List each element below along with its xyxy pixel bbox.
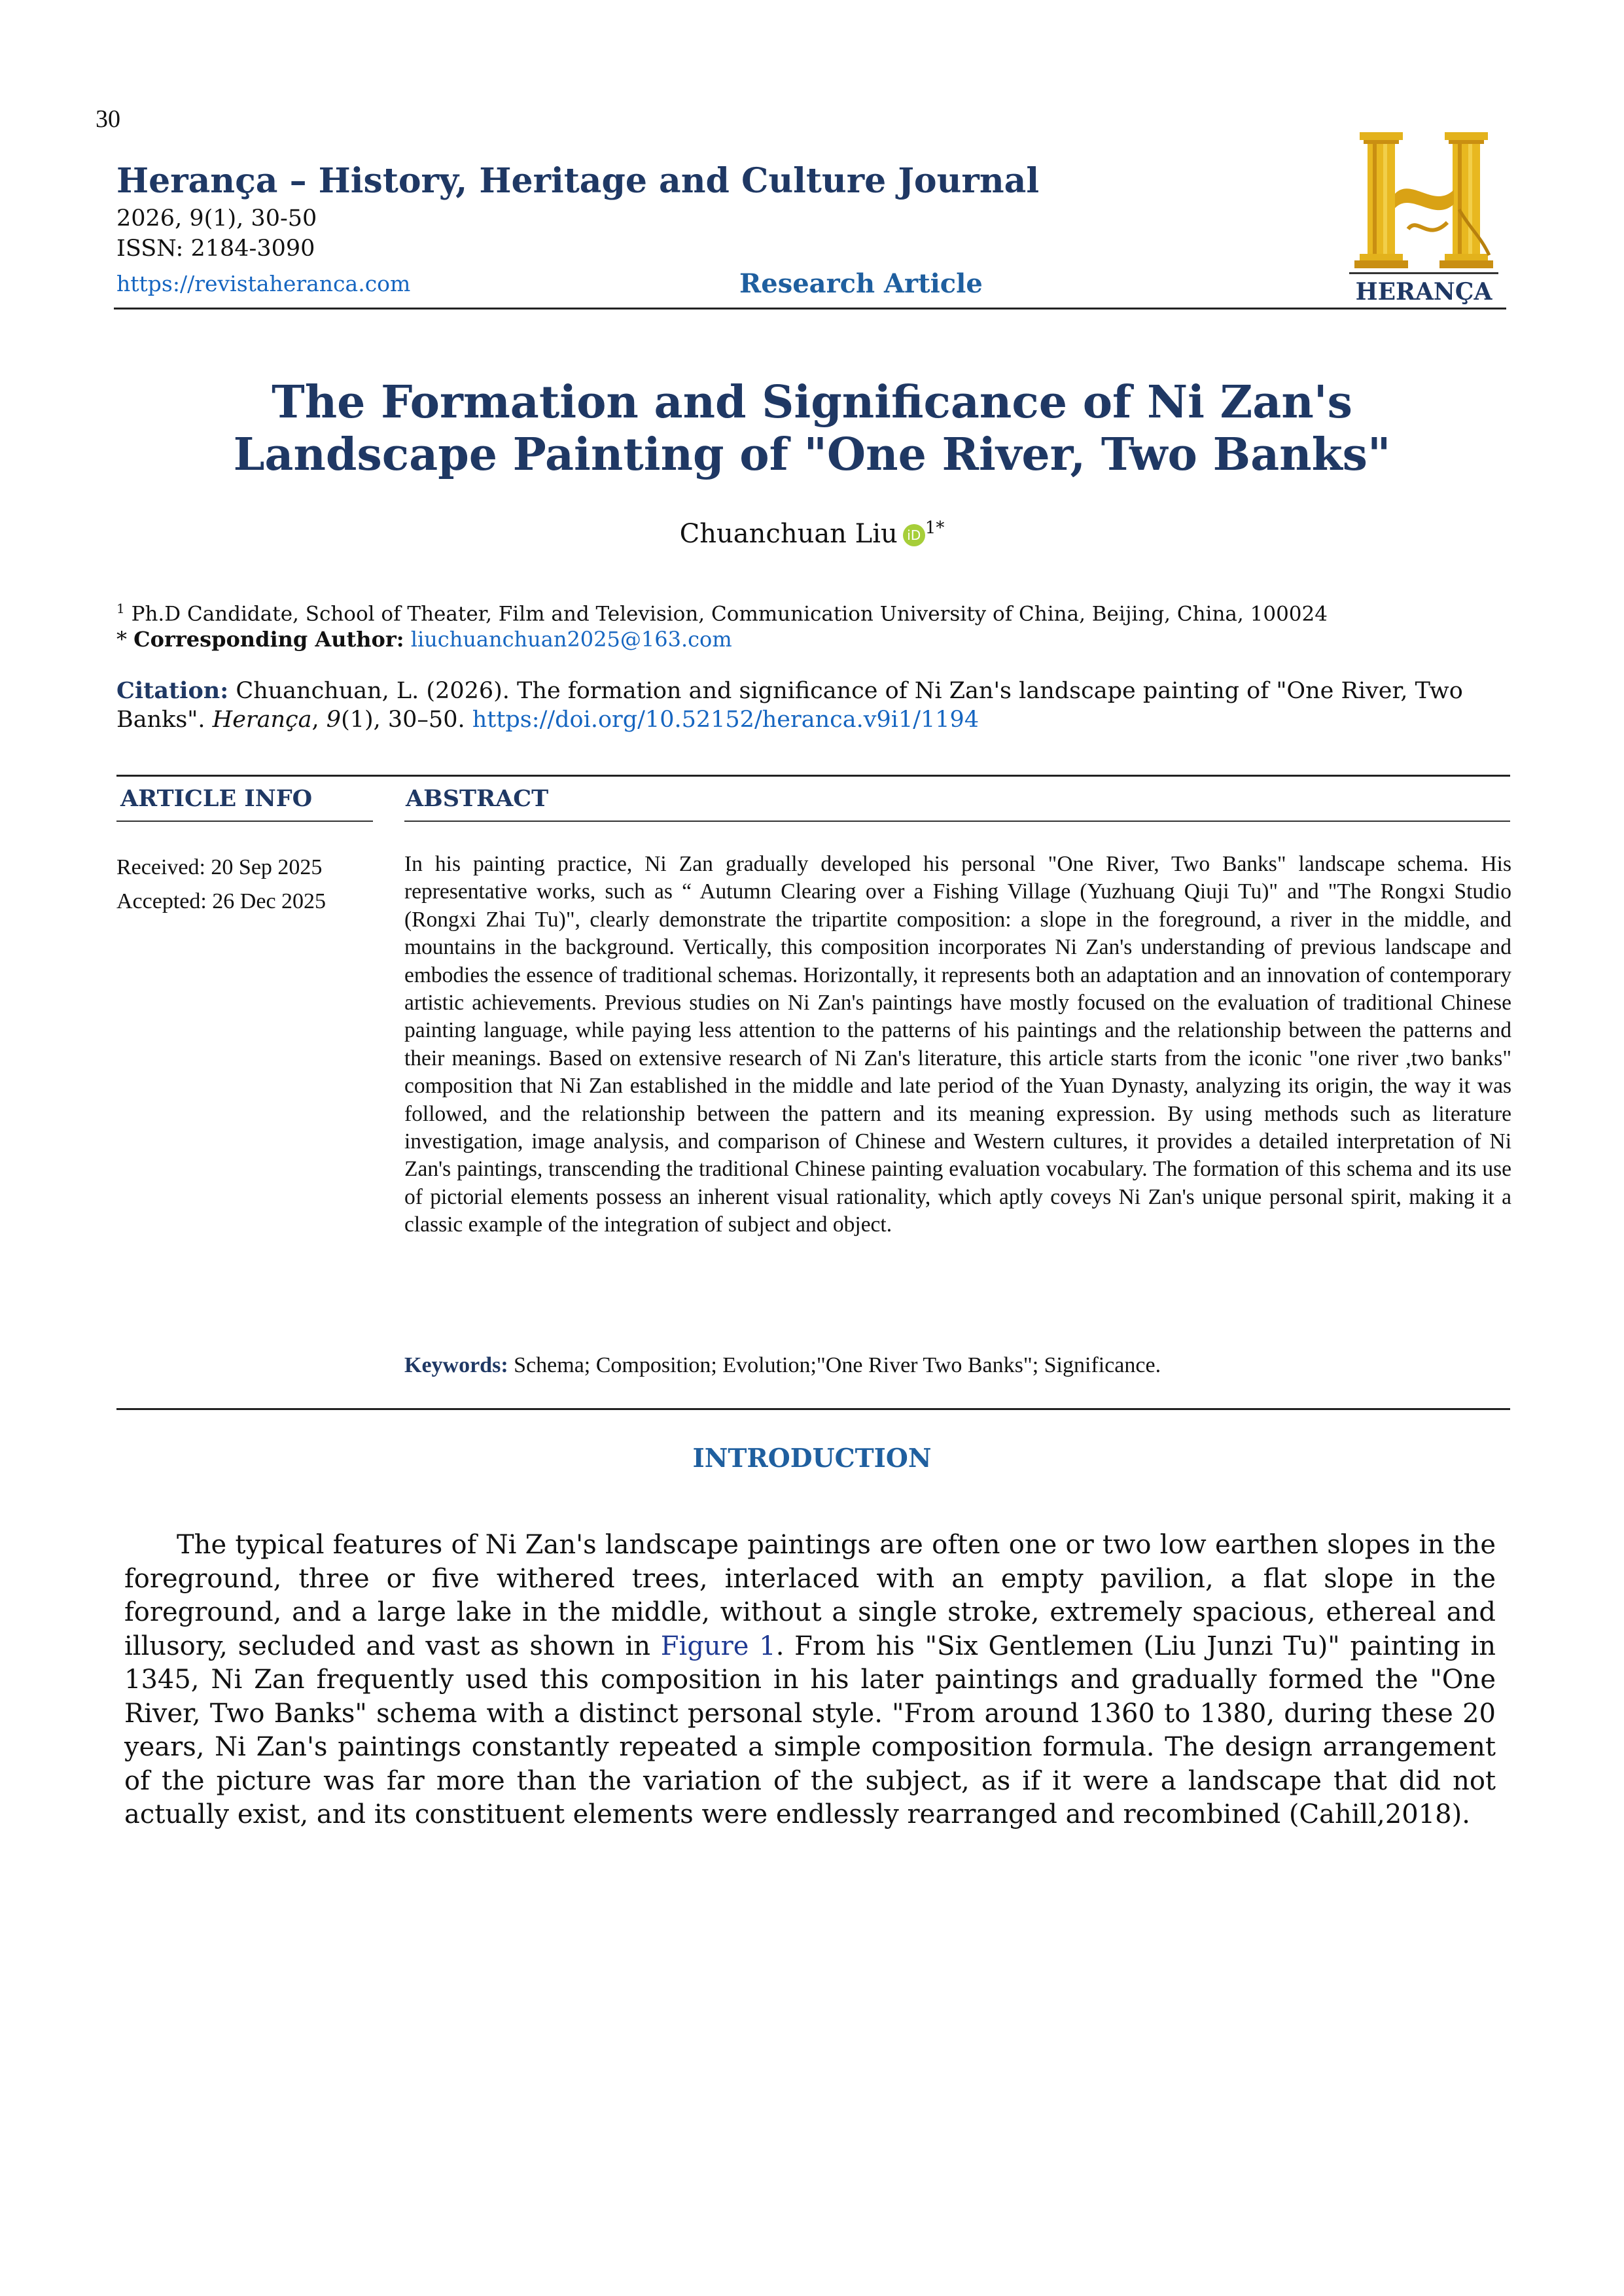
logo-wordmark: HERANÇA: [1355, 278, 1492, 306]
journal-logo: [1349, 131, 1498, 308]
affiliation-marker: 1: [116, 601, 125, 616]
author-name: Chuanchuan Liu: [679, 519, 898, 549]
citation-label: Citation:: [116, 677, 229, 704]
paper-title: [131, 376, 1493, 481]
heranca-logo-icon: [1349, 131, 1498, 308]
introduction-heading: INTRODUCTION: [692, 1443, 932, 1474]
article-info-heading: ARTICLE INFO: [120, 785, 313, 812]
keywords-line: [404, 1353, 1161, 1378]
section-rule-bottom: [116, 1408, 1510, 1410]
keywords-text: Schema; Composition; Evolution;"One River Two Banks"; Significance.: [514, 1353, 1161, 1377]
header-divider: [114, 308, 1506, 309]
author-line: [0, 518, 1624, 549]
citation-rest: (1), 30–50.: [341, 707, 465, 733]
abstract-heading: ABSTRACT: [406, 785, 549, 812]
corresponding-email-link[interactable]: liuchuanchuan2025@163.com: [410, 627, 732, 652]
intro-text-after: . From his "Six Gentlemen (Liu Junzi Tu)" painting in 1345, Ni Zan frequently used this composition in his later paintings and gradually formed the "One River, Two Banks" schema with a distinct personal style. "From around 1360 to 1380, during these 20 years, Ni Zan's paintings constantly repeated a simple composition formula. The design arrangement of the picture was far more than the variation of the subject, as if it were a landscape that did not actually exist, and its constituent elements were endlessly rearranged and recombined (Cahill,2018).: [124, 1631, 1496, 1829]
corresponding-label: Corresponding Author:: [133, 627, 404, 652]
section-rule-top: [116, 775, 1510, 777]
citation-block: [116, 677, 1510, 734]
accepted-date: Accepted: 26 Dec 2025: [116, 889, 327, 913]
article-type-label: Research Article: [739, 268, 983, 299]
citation-sep: ,: [311, 707, 327, 733]
journal-volume-pages: 2026, 9(1), 30-50: [116, 205, 317, 232]
page-number: 30: [96, 105, 120, 133]
paper-title-line1: The Formation and Significance of Ni Zan's: [272, 376, 1352, 429]
corresponding-author: [116, 627, 732, 652]
intro-text-before: The typical features of Ni Zan's landscape paintings are often one or two low earthen slopes in the foreground, three or five withered trees, interlaced with an empty pavilion, a flat slope in the foreground, and a large lake in the middle, without a single stroke, extremely spacious, ethereal and illusory, secluded and vast as shown in: [124, 1530, 1496, 1661]
affiliation-text: Ph.D Candidate, School of Theater, Film and Television, Communication University of China, Beijing, China, 100024: [131, 602, 1328, 626]
keywords-label: Keywords:: [404, 1353, 508, 1377]
journal-issn: ISSN: 2184-3090: [116, 236, 315, 262]
citation-journal: Herança: [212, 707, 312, 733]
affiliation: [116, 601, 1328, 626]
abstract-text: In his painting practice, Ni Zan gradually developed his personal "One River, Two Banks" landscape schema. His representative works, such as “ Autumn Clearing over a Fishing Village (Yuzhuang Qiuji Tu)" and "The Rongxi Studio (Rongxi Zhai Tu)", clearly demonstrate the tripartite composition: a slope in the foreground, a river in the middle, and mountains in the background. Vertically, this composition incorporates Ni Zan's understanding of previous landscape and embodies the essence of traditional schemas. Horizontally, it represents both an adaptation and an innovation of contemporary artistic achievements. Previous studies on Ni Zan's paintings have mostly focused on the evaluation of traditional Chinese painting language, while paying less attention to the patterns of his paintings and the relationship between the patterns and their meanings. Based on extensive research of Ni Zan's literature, this article starts from the iconic "one river ,two banks" composition that Ni Zan established in the middle and late period of the Yuan Dynasty, analyzing its origin, the way it was followed, and the relationship between the pattern and its meaning expression. By using methods such as literature investigation, image analysis, and comparison of Chinese and Western cultures, it provides a detailed interpretation of Ni Zan's paintings, transcending the traditional Chinese painting evaluation vocabulary. The formation of this schema and its use of pictorial elements possess an inherent visual rationality, which aptly coveys Ni Zan's unique personal spirit, making it a classic example of the integration of subject and object.: [404, 852, 1511, 1237]
orcid-icon[interactable]: iD: [903, 524, 925, 546]
citation-text: Chuanchuan, L. (2026). The formation and significance of Ni Zan's landscape painting of "One River, Two Banks".: [116, 678, 1463, 733]
citation-volume: 9: [326, 707, 342, 733]
paper-title-line2: Landscape Painting of "One River, Two Banks": [233, 429, 1391, 481]
journal-title: Herança – History, Heritage and Culture Journal: [116, 161, 1040, 201]
abstract-rule: [404, 821, 1510, 822]
journal-url-link[interactable]: https://revistaheranca.com: [116, 271, 411, 296]
article-info-rule: [116, 821, 373, 822]
received-date: Received: 20 Sep 2025: [116, 855, 323, 879]
introduction-paragraph: [124, 1528, 1496, 1832]
author-marker: 1*: [925, 518, 945, 538]
corresponding-prefix: *: [116, 627, 134, 652]
figure-1-link[interactable]: Figure 1: [660, 1631, 776, 1661]
citation-doi-link[interactable]: https://doi.org/10.52152/heranca.v9i1/1194: [472, 707, 980, 733]
article-dates: [116, 851, 326, 919]
